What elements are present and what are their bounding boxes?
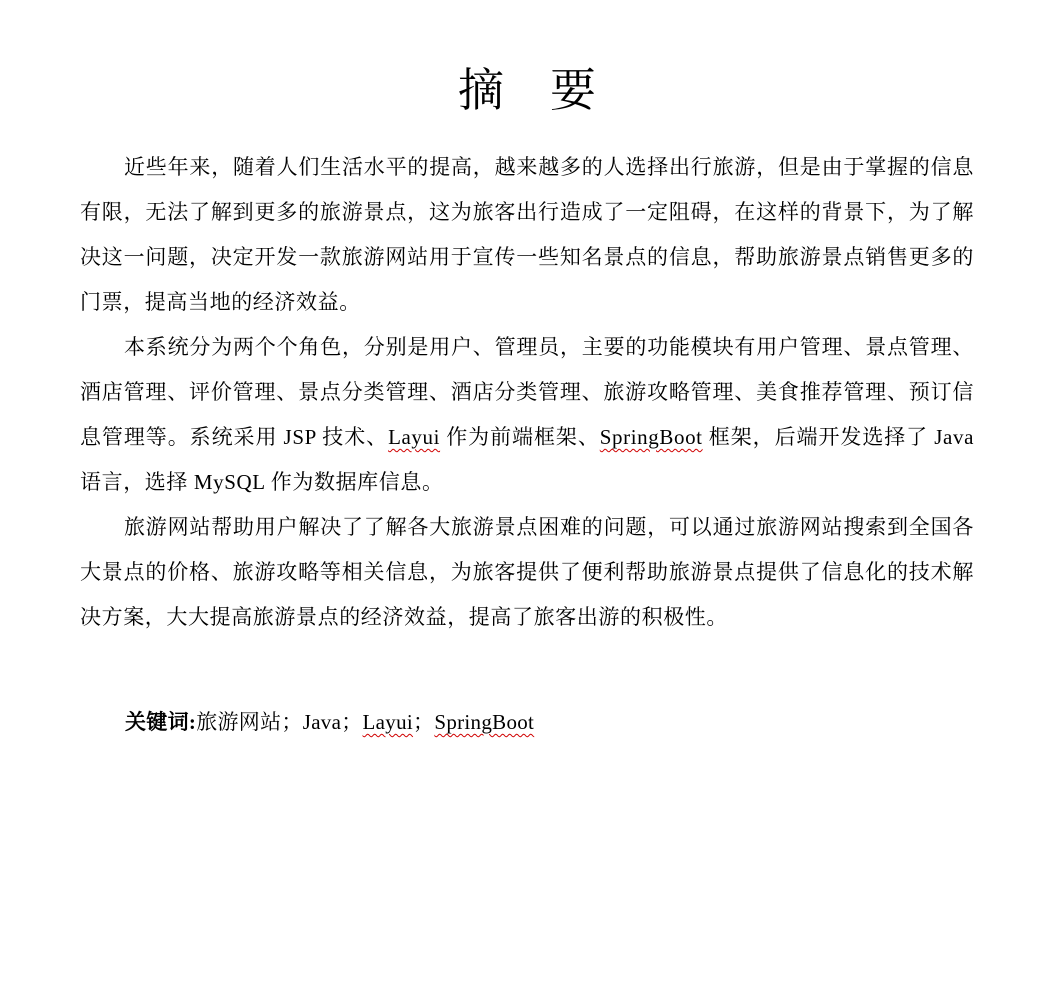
keyword-item: Java xyxy=(302,710,342,734)
paragraph-system-overview xyxy=(80,325,974,505)
keyword-item-spellcheck: SpringBoot xyxy=(434,710,535,734)
title-char-1: 摘 xyxy=(458,63,504,117)
paragraph-benefits xyxy=(80,505,974,640)
spellcheck-word-layui: Layui xyxy=(388,425,441,449)
paragraph-text: 旅游网站帮助用户解决了了解各大旅游景点困难的问题，可以通过旅游网站搜索到全国各大景点的价格、旅游攻略等相关信息，为旅客提供了便利帮助旅游景点提供了信息化的技术解决方案，大大提高旅游景点的经济效益，提高了旅客出游的积极性。 xyxy=(80,515,974,629)
title-char-2: 要 xyxy=(550,63,596,117)
keyword-separator: ； xyxy=(413,710,435,734)
keyword-item-spellcheck: Layui xyxy=(362,710,414,734)
abstract-body xyxy=(80,145,974,640)
paragraph-text: 作为前端框架、 xyxy=(440,425,600,449)
paragraph-background xyxy=(80,145,974,325)
paragraph-text: 近些年来，随着人们生活水平的提高，越来越多的人选择出行旅游，但是由于掌握的信息有限，无法了解到更多的旅游景点，这为旅客出行造成了一定阻碍，在这样的背景下，为了解决这一问题，决定开发一款旅游网站用于宣传一些知名景点的信息，帮助旅游景点销售更多的门票，提高当地的经济效益。 xyxy=(80,155,974,314)
keyword-item: 旅游网站 xyxy=(196,710,282,734)
keywords-label: 关键词: xyxy=(125,710,197,734)
keyword-separator: ； xyxy=(341,710,363,734)
spellcheck-word-springboot: SpringBoot xyxy=(599,425,703,449)
keywords-line xyxy=(125,700,534,745)
page-title xyxy=(80,62,974,118)
keyword-separator: ； xyxy=(281,710,303,734)
paragraph-text: 本系统分为两个个角色，分别是用户、管理员，主要的功能模块有用户管理、景点管理、酒店管理、评价管理、景点分类管理、酒店分类管理、旅游攻略管理、美食推荐管理、预订信息管理等。系统采用 JSP 技术、 xyxy=(80,335,974,449)
paragraph-text: 框架，后端开发选择了 Java 语言，选择 MySQL 作为数据库信息。 xyxy=(80,425,974,494)
